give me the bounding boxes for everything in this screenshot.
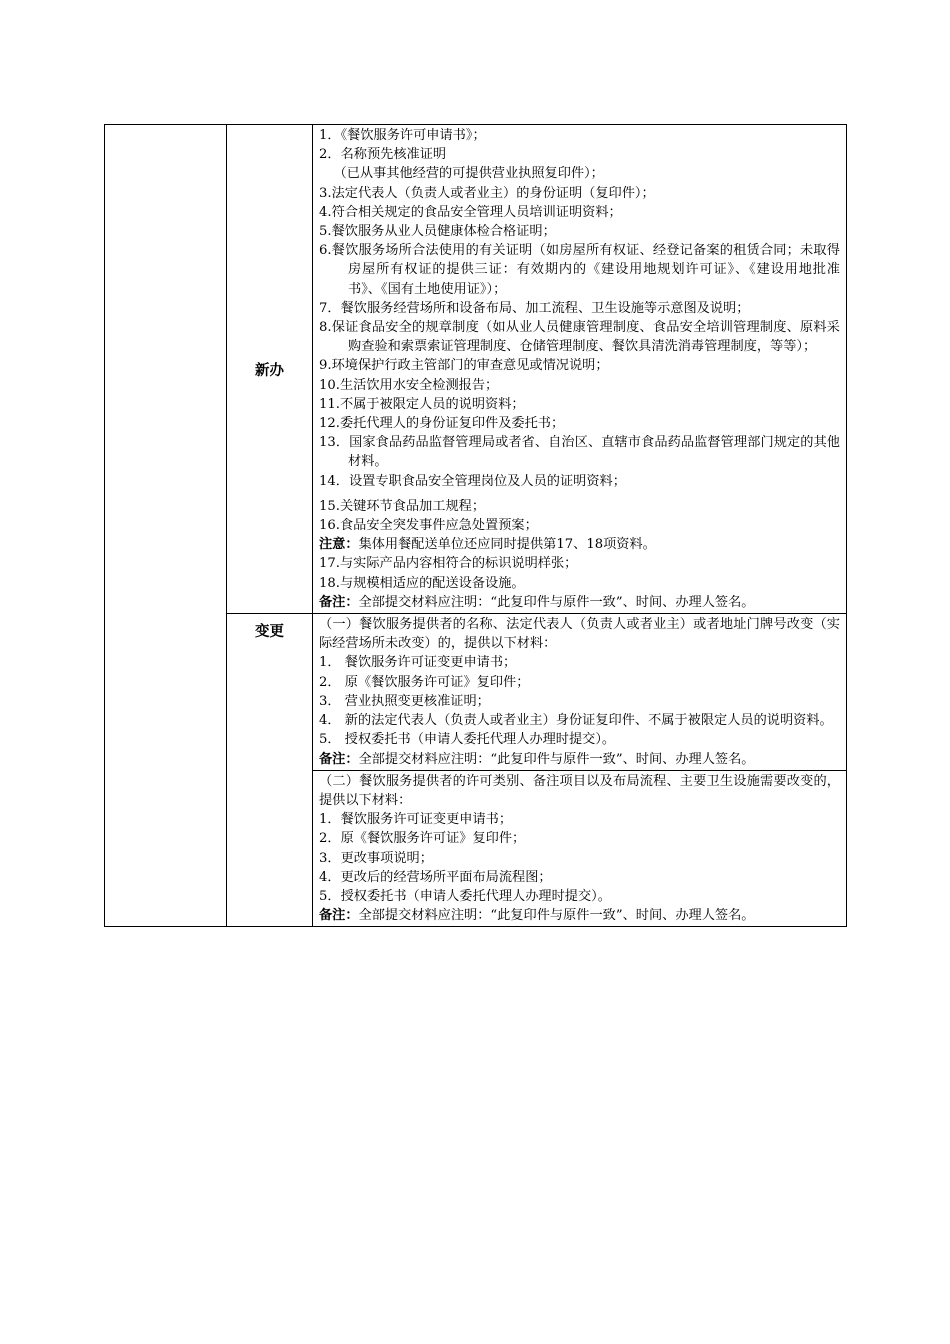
- list-item: 6.餐饮服务场所合法使用的有关证明（如房屋所有权证、经登记备案的租赁合同；未取得房屋所有权证的提供三证：有效期内的《建设用地规划许可证》、《建设用地批准书》、《国有土地使用证》）；: [319, 243, 840, 297]
- list-item: 11.不属于被限定人员的说明资料；: [319, 396, 525, 412]
- content-cell-change-1: [313, 614, 847, 771]
- remark-note: [319, 593, 840, 612]
- attention-note: [319, 535, 840, 554]
- requirements-table: [104, 124, 847, 927]
- remark-label: 备注：: [319, 908, 359, 924]
- list-item: 7．餐饮服务经营场所和设备布局、加工流程、卫生设施等示意图及说明；: [319, 300, 750, 316]
- list-item: 5.餐饮服务从业人员健康体检合格证明；: [319, 224, 556, 240]
- list-item: 4．更改后的经营场所平面布局流程图；: [319, 869, 552, 885]
- list-item: 4.符合相关规定的食品安全管理人员培训证明资料；: [319, 204, 622, 220]
- list-item: 15.关键环节食品加工规程；: [319, 498, 486, 514]
- content-cell-change-2: [313, 770, 847, 927]
- category-cell-empty: [105, 125, 227, 927]
- list-item: 8.保证食品安全的规章制度（如从业人员健康管理制度、食品安全培训管理制度、原料采购查验和索票索证管理制度、仓储管理制度、餐饮具清洗消毒管理制度，等等）；: [319, 320, 840, 355]
- list-item: 2．名称预先核准证明: [319, 147, 447, 163]
- list-item: 4． 新的法定代表人（负责人或者业主）身份证复印件、不属于被限定人员的说明资料。: [319, 713, 833, 729]
- remark-text: 全部提交材料应注明：“此复印件与原件一致”、时间、办理人签名。: [358, 908, 755, 924]
- attention-text: 集体用餐配送单位还应同时提供第17、18项资料。: [358, 537, 656, 553]
- list-item: 3.法定代表人（负责人或者业主）的身份证明（复印件）；: [319, 185, 655, 201]
- list-item: 1．餐饮服务许可证变更申请书；: [319, 812, 513, 828]
- list-item: 2．原《餐饮服务许可证》复印件；: [319, 831, 526, 847]
- list-item: 5．授权委托书（申请人委托代理人办理时提交）。: [319, 888, 611, 904]
- attention-label: 注意：: [319, 537, 359, 553]
- content-cell-new: [313, 125, 847, 614]
- list-item: 13．国家食品药品监督管理局或者省、自治区、直辖市食品药品监督管理部门规定的其他材料。: [319, 435, 840, 470]
- list-item: 3．更改事项说明；: [319, 850, 433, 866]
- list-item: 16.食品安全突发事件应急处置预案；: [319, 518, 538, 534]
- remark-note: [319, 906, 840, 925]
- list-item: 14．设置专职食品安全管理岗位及人员的证明资料；: [319, 473, 626, 489]
- list-item: 10.生活饮用水安全检测报告；: [319, 377, 499, 393]
- remark-text: 全部提交材料应注明：“此复印件与原件一致”、时间、办理人签名。: [358, 751, 755, 767]
- list-item: 1． 餐饮服务许可证变更申请书；: [319, 655, 517, 671]
- section-intro: （一）餐饮服务提供者的名称、法定代表人（负责人或者业主）或者地址门牌号改变（实际经营场所未改变）的，提供以下材料：: [319, 617, 840, 652]
- remark-label: 备注：: [319, 751, 359, 767]
- remark-text: 全部提交材料应注明：“此复印件与原件一致”、时间、办理人签名。: [358, 594, 755, 610]
- list-item: 3． 营业执照变更核准证明；: [319, 693, 490, 709]
- list-item: （已从事其他经营的可提供营业执照复印件）；: [333, 166, 604, 182]
- list-item: 9.环境保护行政主管部门的审查意见或情况说明；: [319, 358, 609, 374]
- section-intro: （二）餐饮服务提供者的许可类别、备注项目以及布局流程、主要卫生设施需要改变的，提供以下材料：: [319, 773, 840, 808]
- list-item: 18.与规模相适应的配送设备设施。: [319, 575, 525, 591]
- remark-note: [319, 750, 840, 769]
- type-cell-change: 变更: [227, 614, 313, 927]
- list-item: 12.委托代理人的身份证复印件及委托书；: [319, 416, 565, 432]
- type-cell-new: 新办: [227, 125, 313, 614]
- list-item: 17.与实际产品内容相符合的标识说明样张；: [319, 556, 578, 572]
- remark-label: 备注：: [319, 594, 359, 610]
- list-item: 5． 授权委托书（申请人委托代理人办理时提交）。: [319, 732, 616, 748]
- table-row-new: [105, 125, 847, 614]
- list-item: 1．《餐饮服务许可申请书》；: [319, 128, 486, 143]
- list-item: 2． 原《餐饮服务许可证》复印件；: [319, 674, 530, 690]
